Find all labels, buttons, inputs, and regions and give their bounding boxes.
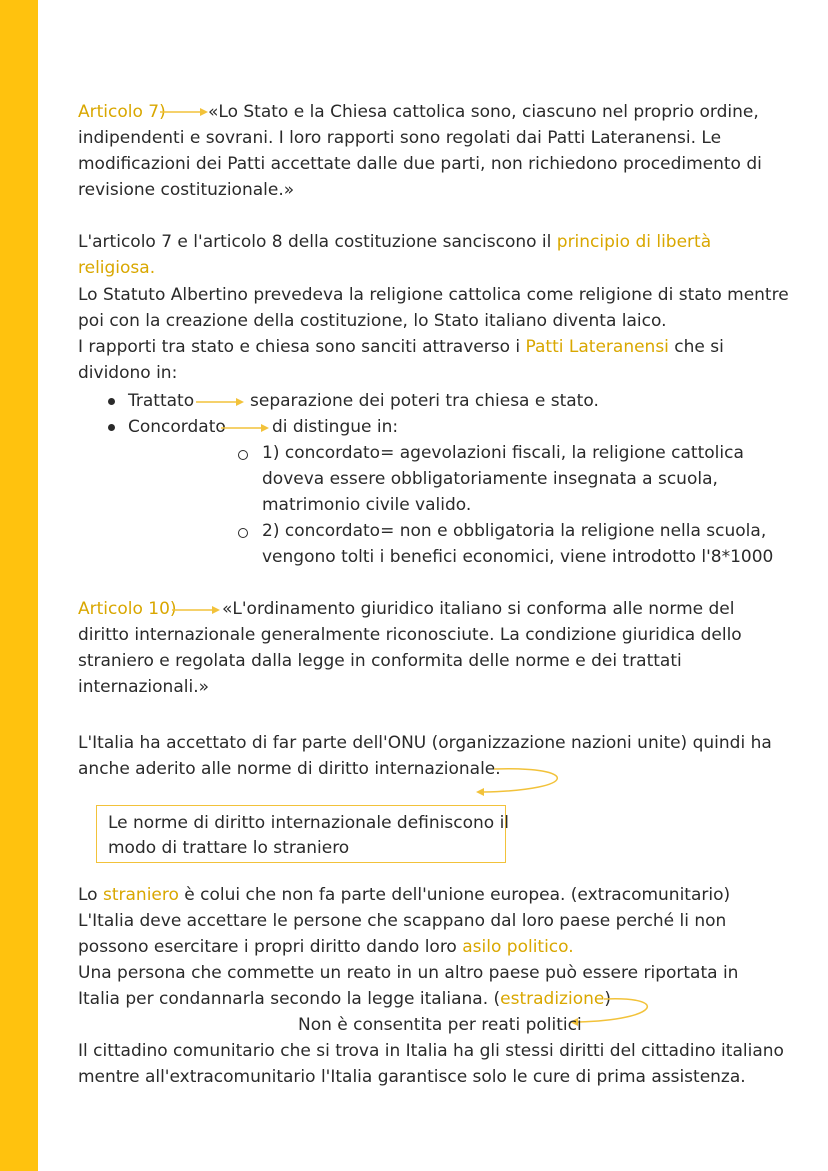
art10-line-1: «L'ordinamento giuridico italiano si conforma alle norme del	[222, 599, 735, 619]
straniero-line-5	[78, 987, 611, 1012]
straniero-line-8: mentre all'extracomunitario l'Italia garantisce solo le cure di prima assistenza.	[78, 1067, 746, 1087]
onu-line-1: L'Italia ha accettato di far parte dell'ONU (organizzazione nazioni unite) quindi ha	[78, 733, 772, 753]
art10-line-3: straniero e regolata dalla legge in conformita delle norme e dei trattati	[78, 651, 682, 671]
sub1-line-3: matrimonio civile valido.	[262, 495, 472, 515]
straniero-line-5-text: Italia per condannarla secondo la legge italiana. (	[78, 989, 501, 1009]
arrow-icon	[221, 420, 271, 436]
straniero-line-6: Non è consentita per reati politici	[298, 1015, 582, 1035]
art10-line-4: internazionali.»	[78, 677, 209, 697]
box-line-2: modo di trattare lo straniero	[108, 838, 350, 858]
liberta-line-4: poi con la creazione della costituzione, lo Stato italiano diventa laico.	[78, 311, 667, 331]
list-concordato-desc: di distingue in:	[272, 417, 399, 437]
liberta-line-6: dividono in:	[78, 363, 178, 383]
box-line-1: Le norme di diritto internazionale definiscono il	[108, 813, 510, 833]
art7-line-3: modificazioni dei Patti accettate dalle due parti, non richiedono procedimento di	[78, 154, 762, 174]
art7-label: Articolo 7)	[78, 102, 166, 122]
art10-label: Articolo 10)	[78, 599, 177, 619]
arrow-icon	[160, 104, 210, 120]
asilo-politico-highlight: asilo politico.	[462, 937, 574, 957]
list-trattato-desc: separazione dei poteri tra chiesa e stato.	[250, 391, 599, 411]
principio-liberta-highlight: principio di libertà	[556, 232, 712, 252]
sub1-line-2: doveva essere obbligatoriamente insegnata a scuola,	[262, 469, 718, 489]
art10-line-2: diritto internazionale generalmente riconosciute. La condizione giuridica dello	[78, 625, 742, 645]
list-concordato: Concordato	[128, 417, 226, 437]
onu-line-2: anche aderito alle norme di diritto internazionale.	[78, 759, 501, 779]
curved-arrow-icon	[470, 762, 570, 798]
bullet-ring-icon	[238, 528, 248, 538]
liberta-line-1	[78, 230, 711, 255]
straniero-line-2: L'Italia deve accettare le persone che scappano dal loro paese perché li non	[78, 911, 727, 931]
estradizione-highlight: estradizione	[500, 989, 605, 1009]
straniero-line-4: Una persona che commette un reato in un altro paese può essere riportata in	[78, 963, 739, 983]
liberta-line-3: Lo Statuto Albertino prevedeva la religione cattolica come religione di stato mentre	[78, 285, 789, 305]
sub1-line-1: 1) concordato= agevolazioni fiscali, la religione cattolica	[262, 443, 744, 463]
arrow-icon	[196, 394, 246, 410]
straniero-line-7: Il cittadino comunitario che si trova in Italia ha gli stessi diritti del cittadino italiano	[78, 1041, 784, 1061]
bullet-dot-icon	[108, 398, 115, 405]
bullet-ring-icon	[238, 450, 248, 460]
arrow-icon	[172, 602, 222, 618]
straniero-line-3-text: possono esercitare i propri diritto dando loro	[78, 937, 463, 957]
liberta-line-5-tail: che si	[668, 337, 724, 357]
straniero-line-3	[78, 935, 574, 960]
art7-line-2: indipendenti e sovrani. I loro rapporti sono regolati dai Patti Lateranensi. Le	[78, 128, 722, 148]
sub2-line-1: 2) concordato= non e obbligatoria la religione nella scuola,	[262, 521, 767, 541]
list-trattato: Trattato	[128, 391, 195, 411]
straniero-highlight: straniero	[102, 885, 179, 905]
straniero-line-5-tail: )	[604, 989, 611, 1009]
liberta-line-5	[78, 335, 724, 360]
straniero-line-1-text: Lo	[78, 885, 103, 905]
yellow-side-bar	[0, 0, 38, 1171]
liberta-line-1-text: L'articolo 7 e l'articolo 8 della costituzione sanciscono il	[78, 232, 557, 252]
bullet-dot-icon	[108, 424, 115, 431]
patti-lateranensi-highlight: Patti Lateranensi	[525, 337, 669, 357]
straniero-line-1	[78, 883, 730, 908]
straniero-line-1-tail: è colui che non fa parte dell'unione europea. (extracomunitario)	[178, 885, 731, 905]
art7-line-1: «Lo Stato e la Chiesa cattolica sono, ciascuno nel proprio ordine,	[208, 102, 759, 122]
liberta-line-5-text: I rapporti tra stato e chiesa sono sanciti attraverso i	[78, 337, 526, 357]
art7-line-4: revisione costituzionale.»	[78, 180, 295, 200]
liberta-line-2: religiosa.	[78, 258, 156, 278]
sub2-line-2: vengono tolti i benefici economici, viene introdotto l'8*1000	[262, 547, 774, 567]
